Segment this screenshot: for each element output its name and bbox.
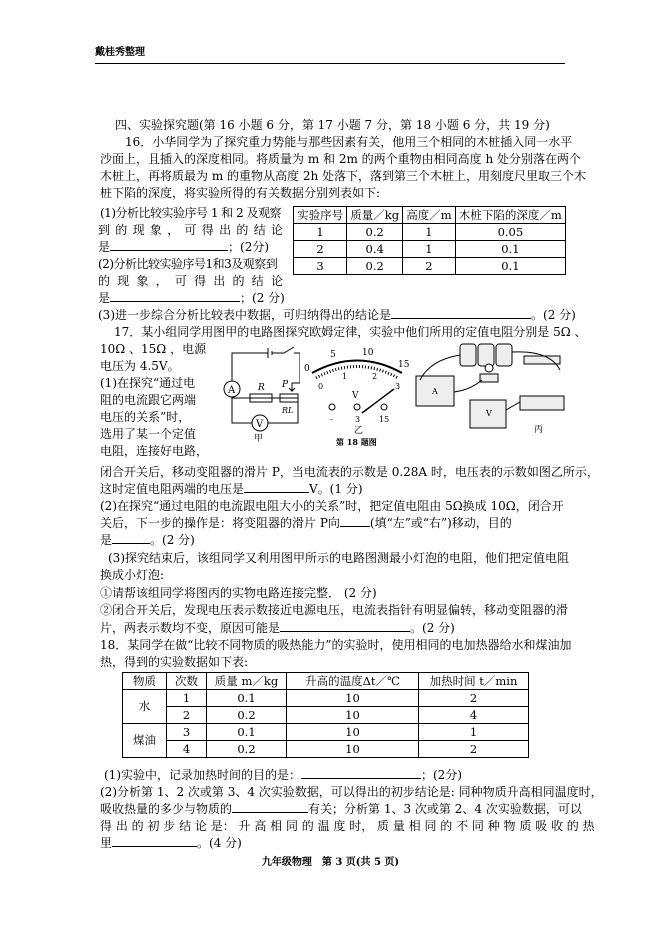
terminal-label: - [330,415,333,424]
text: 是 [98,291,111,305]
header-cell: 升高的温度Δt／℃ [287,673,419,690]
text: 是 [100,533,113,547]
meter-unit: V [352,391,359,401]
q17-line: (3)探究结束后，该组同学又利用图甲所示的电路图测最小灯泡的电阻，他们把定值电阻 [108,551,570,565]
table-row [123,690,529,707]
scale-label: 15 [398,360,410,370]
cell: 0.2 [347,258,403,275]
cell: 0.2 [207,707,287,724]
table-row [123,741,529,758]
q17-line: 换成小灯泡: [100,568,165,582]
table-row [123,724,529,741]
text: 有关；分析第 1、3 次或第 2、4 次实验数据，可以 [308,802,582,816]
text: 里 [100,836,113,850]
scale-label: 5 [330,350,336,360]
text: 吸收热量的多少与物质的 [100,802,233,816]
ammeter-label: A [228,385,236,396]
q16-part3 [98,307,576,323]
figure-label-jia: 甲 [254,434,264,443]
q17-left: 10Ω 、15Ω ，电源 [100,342,207,356]
q17-line: 闭合开关后，移动变阻器的滑片 P，当电流表的示数是 0.28A 时，电压表的示数如图乙所示， [100,465,599,479]
cell: 0.1 [455,258,565,275]
header-divider [95,63,565,64]
cell: 0.2 [207,741,287,758]
q16-part2: (2)分析比较实验序号1和3及观察到 [98,257,278,271]
q17-line [100,515,512,531]
q16-line: 沙面上，且插入的深度相同。将质量为 m 和 2m 的两个重物由相同高度 h 处分别落在两个 [100,152,582,166]
voltmeter-label: V [256,419,264,430]
q16-part2: 的 现 象 ， 可 得 出 的 结 论 [98,274,283,288]
figure-label-bing: 丙 [534,425,544,435]
answer-blank[interactable] [112,533,150,544]
q17-line: 17．某小组同学用图甲的电路图探究欧姆定律，实验中他们所用的定值电阻分别是 5Ω 、 [114,325,587,339]
cell: 1 [167,690,207,707]
cell: 2 [403,258,456,275]
section-title: 四、实验探究题(第 16 小题 6 分，第 17 小题 7 分，第 18 小题 6 分，共 19 分) [115,118,550,132]
group-cell: 水 [123,690,167,724]
answer-blank[interactable] [112,836,197,847]
text: 。(2 分) [531,308,576,322]
q16-part1-answer [98,239,269,255]
text: ；(2分) [421,768,462,782]
page-header: 戴桂秀整理 [95,47,145,58]
cell: 0.4 [347,241,403,258]
q17-left: 选用了某一个定值 [100,427,197,441]
cell: 4 [167,741,207,758]
cell: 2 [294,241,347,258]
cell: 0.1 [207,690,287,707]
header-cell: 质量／kg [347,207,403,224]
q17-line: ①请帮该组同学将图丙的实物电路连接完整． (2 分) [100,586,377,600]
q17-left: 阻的电流跟它两端 [100,393,197,407]
table-row [123,707,529,724]
cell: 2 [419,741,529,758]
q17-line [100,481,363,497]
rheostat-label: RL [282,406,294,415]
header-cell: 次数 [167,673,207,690]
q17-line: (2)在探究“通过电阻的电流跟电阻大小的关系”时，把定值电阻由 5Ω换成 10Ω，闭合开 [100,499,564,513]
text: 。(2 分) [410,621,455,635]
header-cell: 物质 [123,673,167,690]
q16-part2-answer [98,290,285,306]
q17-left: 电压为 4.5V。 [100,359,180,373]
ammeter-label: A [432,387,438,396]
cell: 3 [167,724,207,741]
scale-label: 0 [304,364,310,374]
text: 关后，下一步的操作是：将变阻器的滑片 P向 [100,516,340,530]
text: 片，两表示数均不变，原因可能是 [100,621,281,635]
q17-line [100,532,195,548]
q17-left: 电阻，连接好电路， [100,444,209,458]
group-cell: 煤油 [123,724,167,758]
terminal-label: 3 [355,415,361,424]
q17-line: ②闭合开关后，发现电压表示数接近电源电压，电流表指针有明显偏转，移动变阻器的滑 [100,603,569,617]
cell: 0.1 [455,241,565,258]
table-row [294,258,566,275]
q18-part2 [100,835,242,851]
scale-label: 3 [395,382,401,391]
page-footer: 九年级物理 第 3 页(共 5 页) [261,857,400,868]
answer-blank[interactable] [110,240,228,251]
q18-part2: (2)分析第 1、2 次或第 3、4 次实验数据，可以得出的初步结论是: 同种物质升高相同温度时， [100,785,603,799]
text: (3)进一步综合分析比较表中数据，可归纳得出的结论是 [98,308,392,322]
cell: 0.05 [455,224,565,241]
q18-line: 热，得到的实验数据如下表: [100,655,249,669]
answer-blank[interactable] [301,768,421,779]
cell: 0.1 [207,724,287,741]
circuit-diagram-jia [212,343,300,443]
table-header-row [123,673,529,690]
q18-part2: 得 出 的 初 步 结 论 是： 升 高 相 同 的 温 度 时， 质 量 相 同 的 不 同 种 物 质 吸 收 的 热 [100,819,595,833]
answer-blank[interactable] [110,291,240,302]
q16-line: 桩下陷的深度，将实验所得的有关数据分别列表如下: [100,186,381,200]
voltmeter-dial-yi [302,343,410,448]
physical-circuit-bing [410,340,570,445]
cell: 2 [419,690,529,707]
text: 是 [98,240,111,254]
text: V。(1 分) [309,482,363,496]
cell: 10 [287,741,419,758]
figure-label-yi: 乙 [354,426,364,436]
scale-label: 0 [318,382,324,391]
text: ；(2分) [228,240,270,254]
header-cell: 木桩下陷的深度／m [455,207,565,224]
cell: 3 [294,258,347,275]
table-row [294,224,566,241]
cell: 2 [167,707,207,724]
cell: 1 [403,241,456,258]
q16-line: 16．小华同学为了探究重力势能与那些因素有关，他用三个相同的木桩插入同一水平 [125,135,573,149]
q16-table [293,206,566,275]
text: 。(4 分) [197,836,242,850]
cell: 10 [287,690,419,707]
q17-line [100,620,455,636]
answer-blank[interactable] [232,802,308,813]
answer-blank[interactable] [340,516,370,527]
text: (填“左”或“右”)移动，目的 [369,516,512,530]
answer-blank[interactable] [391,308,531,319]
q16-part1: (1)分析比较实验序号 1 和 2 及观察 [100,206,282,220]
q18-line: 18．某同学在做“比较不同物质的吸热能力”的实验时，使用相同的电加热器给水和煤油加 [100,638,572,652]
table-row [294,241,566,258]
q18-part2 [100,801,582,817]
text: ；(2 分) [240,291,285,305]
header-cell: 质量 m／kg [207,673,287,690]
slider-label: P [282,380,289,390]
q16-part1: 到 的 现 象 ， 可 得 出 的 结 论 [98,223,283,237]
cell: 0.2 [347,224,403,241]
text: 。(2 分) [150,533,195,547]
header-cell: 高度／m [403,207,456,224]
scale-label: 2 [372,372,378,381]
answer-blank[interactable] [280,621,410,632]
q18-table [122,672,529,758]
cell: 1 [419,724,529,741]
text: 这时定值电阻两端的电压是 [100,482,245,496]
q17-left: (1)在探究“通过电 [100,376,196,390]
figure-caption: 第 18 题图 [336,437,377,447]
scale-label: 10 [362,348,374,358]
terminal-label: 15 [379,415,390,424]
resistor-label: R [258,383,265,393]
header-cell: 实验序号 [294,207,347,224]
cell: 4 [419,707,529,724]
answer-blank[interactable] [244,482,309,493]
cell: 1 [403,224,456,241]
header-cell: 加热时间 t／min [419,673,529,690]
q16-line: 木桩上，再将质最为 m 的重物从高度 2h 处落下，落到第三个木桩上，用刻度尺里取三个木 [100,169,587,183]
q18-part1 [104,767,462,783]
table-header-row [294,207,566,224]
cell: 10 [287,724,419,741]
cell: 1 [294,224,347,241]
text: (1)实验中，记录加热时间的目的是： [104,768,301,782]
voltmeter-label: V [486,409,492,418]
q17-left: 电压的关系”时， [100,410,191,424]
scale-label: 1 [342,372,348,381]
cell: 10 [287,707,419,724]
